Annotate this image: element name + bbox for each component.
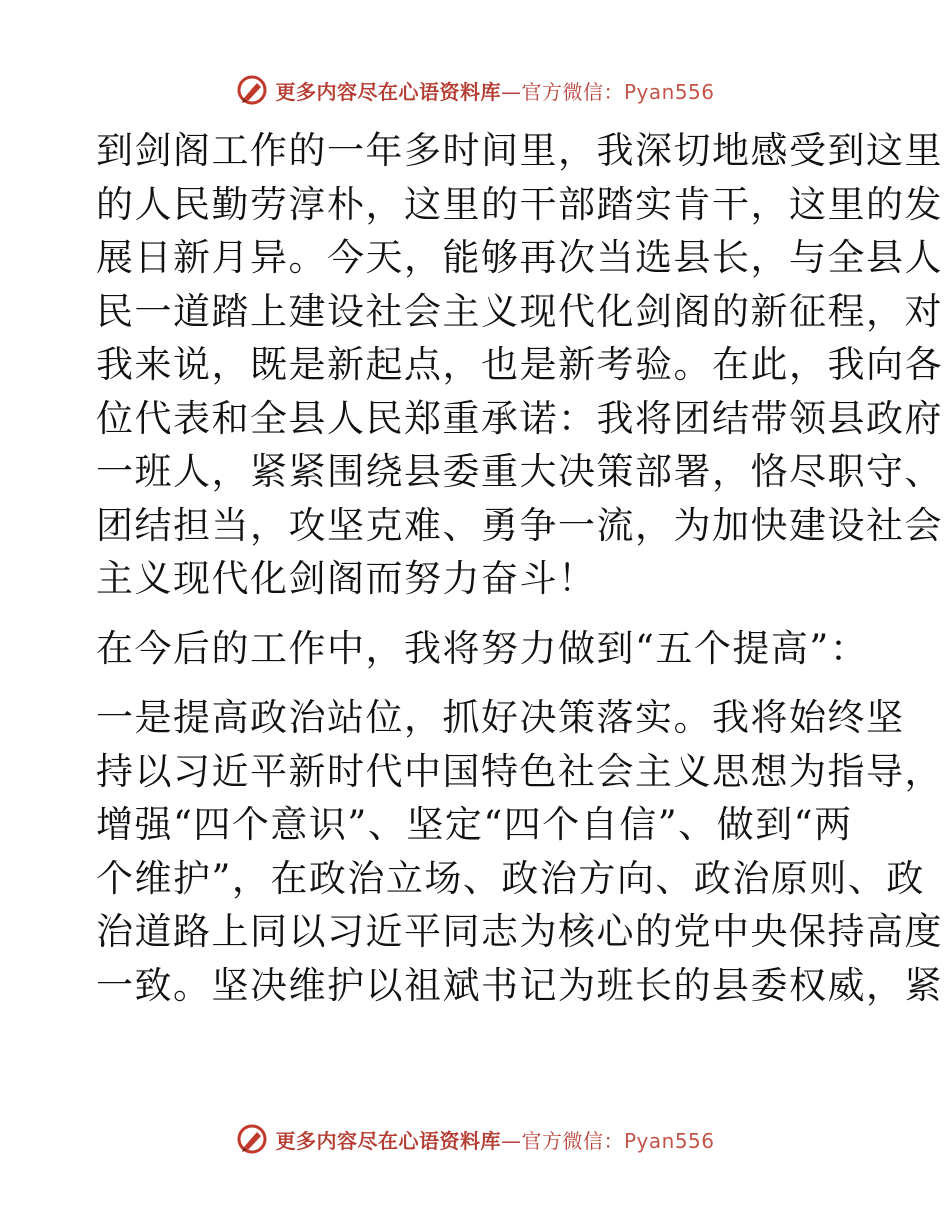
- text-line: 一是提高政治站位，抓好决策落实。我将始终坚: [96, 696, 905, 739]
- text-line: 位代表和全县人民郑重承诺：我将团结带领县政府: [96, 396, 943, 440]
- watermark-site: 更多内容尽在心语资料库: [275, 1128, 501, 1153]
- pen-logo-icon: [235, 1122, 269, 1156]
- text-line: 个维护”，在政治立场、政治方向、政治原则、政: [96, 856, 925, 900]
- text-line: 民一道踏上建设社会主义现代化剑阁的新征程，对: [96, 289, 943, 333]
- text-line: 持以习近平新时代中国特色社会主义思想为指导，: [96, 749, 943, 793]
- watermark-account: Pyan556: [623, 79, 715, 104]
- watermark-text: [275, 76, 714, 105]
- paragraph-spacer: [96, 675, 856, 691]
- text-line: 增强“四个意识”、坚定“四个自信”、做到“两: [96, 803, 853, 846]
- text-line: 展日新月异。今天，能够再次当选县长，与全县人: [96, 236, 943, 279]
- watermark-label: 官方微信：: [521, 1128, 624, 1153]
- paragraph-2: [96, 622, 869, 676]
- pen-logo-icon: [235, 73, 269, 107]
- text-line: 团结担当，攻坚克难、勇争一流，为加快建设社会: [96, 503, 943, 547]
- watermark-separator: —: [500, 1128, 522, 1153]
- header-watermark: [0, 70, 950, 110]
- watermark-separator: —: [500, 79, 522, 104]
- footer-watermark: [0, 1119, 950, 1159]
- watermark-text: [275, 1125, 714, 1154]
- paragraph-3: [96, 691, 943, 1012]
- text-line: 一班人，紧紧围绕县委重大决策部署，恪尽职守、: [96, 450, 943, 493]
- text-line: 治道路上同以习近平同志为核心的党中央保持高度: [96, 910, 943, 953]
- text-line: 一致。坚决维护以祖斌书记为班长的县委权威，紧: [96, 963, 943, 1007]
- watermark-account: Pyan556: [623, 1128, 715, 1153]
- text-line: 在今后的工作中，我将努力做到“五个提高”：: [96, 626, 869, 670]
- document-body: [96, 124, 943, 1012]
- text-line: 的人民勤劳淳朴，这里的干部踏实肯干，这里的发: [96, 182, 943, 226]
- paragraph-spacer: [96, 606, 856, 622]
- watermark-label: 官方微信：: [521, 79, 624, 104]
- watermark-site: 更多内容尽在心语资料库: [275, 79, 501, 104]
- paragraph-1: [96, 124, 943, 606]
- text-line: 主义现代化剑阁而努力奋斗！: [96, 557, 597, 600]
- text-line: 我来说，既是新起点，也是新考验。在此，我向各: [96, 343, 943, 386]
- text-line: 到剑阁工作的一年多时间里，我深切地感受到这里: [96, 129, 943, 172]
